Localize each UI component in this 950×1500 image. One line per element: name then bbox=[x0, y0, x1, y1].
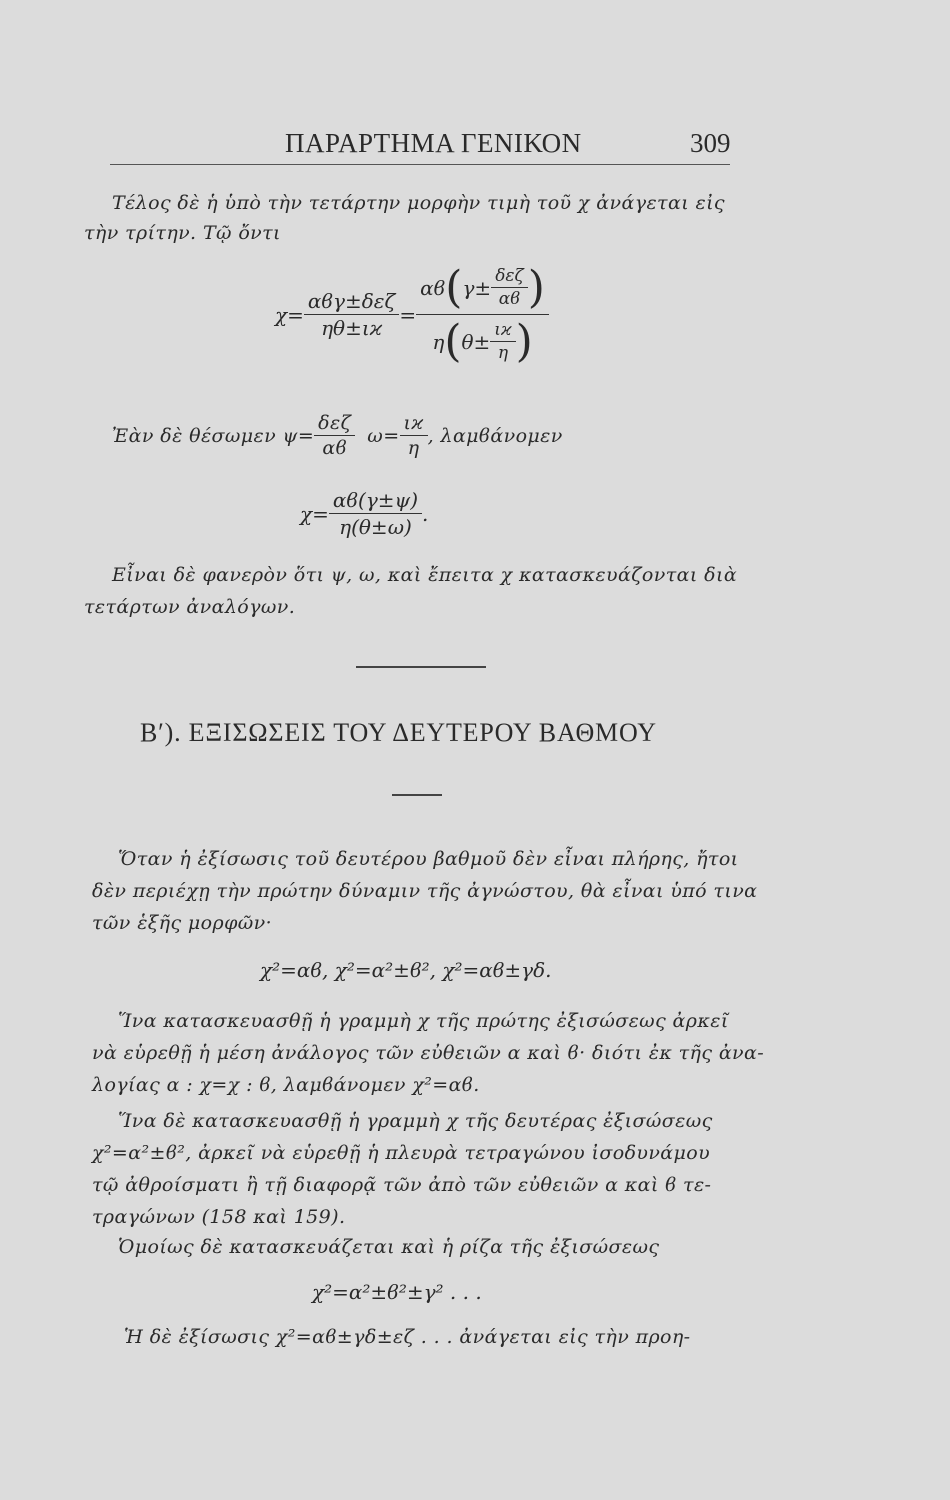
para5-line2: νὰ εὑρεθῇ ἡ μέση ἀνάλογος τῶν εὐθειῶν α καὶ ϐ· διότι ἐκ τῆς ἀνα- bbox=[92, 1042, 765, 1064]
eq1-f2n-inner-den: αϐ bbox=[498, 289, 521, 309]
eq1-f2d-inner-num: ιϰ bbox=[490, 320, 515, 342]
para6-line3: τῷ ἀθροίσματι ἢ τῇ διαφορᾷ τῶν ἀπὸ τῶν εὐθειῶν α καὶ ϐ τε- bbox=[92, 1174, 712, 1196]
eq2-lhs: χ= bbox=[300, 501, 329, 526]
eq1-f2n-in: γ± bbox=[462, 275, 492, 300]
para8-line1: Ἡ δὲ ἐξίσωσις χ²=αϐ±γδ±εζ . . . ἀνάγεται εἰς τὴν προη- bbox=[124, 1326, 691, 1348]
eq1-f2n-inner-num: δεζ bbox=[491, 266, 528, 288]
para3-line2: τετάρτων ἀναλόγων. bbox=[84, 596, 296, 618]
eq2-num: αϐ(γ±ψ) bbox=[329, 488, 422, 514]
para2 bbox=[112, 412, 563, 459]
equation-1 bbox=[275, 262, 549, 367]
eq1-f2n-pre: αϐ bbox=[420, 275, 446, 300]
para7-line1: Ὁμοίως δὲ κατασκευάζεται καὶ ἡ ρίζα τῆς ἐξισώσεως bbox=[118, 1236, 660, 1258]
para6-line1: Ἵνα δὲ κατασκευασθῇ ἡ γραμμὴ χ τῆς δευτέρας ἐξισώσεως bbox=[118, 1110, 713, 1132]
para4-line1: Ὅταν ἡ ἐξίσωσις τοῦ δευτέρου βαθμοῦ δὲν εἶναι πλήρης, ἤτοι bbox=[118, 848, 739, 870]
eq1-f2n-lparen: ( bbox=[445, 262, 463, 313]
running-header: ΠΑΡΑΡΤΗΜΑ ΓΕΝΙΚΟΝ bbox=[285, 128, 582, 158]
eq1-frac1-num: αϐγ±δεζ bbox=[304, 289, 399, 315]
para1-line1: Τέλος δὲ ἡ ὑπὸ τὴν τετάρτην μορφὴν τιμὴ τοῦ χ ἀνάγεται εἰς bbox=[112, 192, 725, 214]
eq1-equals: = bbox=[399, 302, 417, 327]
para5-line1: Ἵνα κατασκευασθῇ ἡ γραμμὴ χ τῆς πρώτης ἐξισώσεως ἀρκεῖ bbox=[118, 1010, 729, 1032]
eq1-f2n-rparen: ) bbox=[527, 262, 545, 313]
eq1-frac2-den bbox=[428, 315, 536, 367]
psi-den: αϐ bbox=[322, 437, 348, 459]
para3-line1: Εἶναι δὲ φανερὸν ὅτι ψ, ω, καὶ ἔπειτα χ κατασκευάζονται διὰ bbox=[112, 564, 738, 586]
eq2-den: η(θ±ω) bbox=[339, 515, 412, 539]
equation-2 bbox=[300, 488, 428, 539]
omega-num: ιϰ bbox=[400, 412, 428, 436]
para2-suffix: , λαμϐάνομεν bbox=[427, 424, 563, 447]
eq1-f2d-pre: η bbox=[432, 329, 445, 354]
psi-num: δεζ bbox=[314, 412, 355, 436]
eq1-f2d-lparen: ( bbox=[444, 316, 462, 367]
equation-4: χ²=α²±ϐ²±γ² . . . bbox=[312, 1280, 482, 1304]
separator-rule bbox=[356, 666, 486, 668]
section-rule bbox=[392, 794, 442, 796]
eq1-f2d-inner bbox=[490, 320, 515, 363]
section-title: Β′). ΕΞΙΣΩΣΕΙΣ ΤΟΥ ΔΕΥΤΕΡΟΥ ΒΑΘΜΟΥ bbox=[140, 718, 657, 747]
eq2-end: . bbox=[422, 501, 429, 526]
eq1-f2d-in: θ± bbox=[461, 329, 491, 354]
omega-lhs: ω= bbox=[367, 424, 400, 447]
equation-3: χ²=αϐ, χ²=α²±ϐ², χ²=αϐ±γδ. bbox=[260, 958, 552, 982]
omega-frac bbox=[400, 412, 428, 459]
psi-frac bbox=[314, 412, 355, 459]
page-number: 309 bbox=[690, 128, 731, 158]
omega-den: η bbox=[407, 437, 420, 459]
para4-line2: δὲν περιέχῃ τὴν πρώτην δύναμιν τῆς ἀγνώστου, θὰ εἶναι ὑπό τινα bbox=[92, 880, 758, 902]
para4-line3: τῶν ἑξῆς μορφῶν· bbox=[92, 912, 273, 934]
eq1-f2d-inner-den: η bbox=[497, 343, 509, 363]
para1-line2: τὴν τρίτην. Τῷ ὄντι bbox=[84, 222, 281, 244]
eq1-frac2 bbox=[416, 262, 549, 367]
para6-line4: τραγώνων (158 καὶ 159). bbox=[92, 1206, 346, 1228]
eq2-frac bbox=[329, 488, 422, 539]
eq1-frac1-den: ηθ±ιϰ bbox=[321, 316, 383, 340]
para5-line3: λογίας α : χ=χ : ϐ, λαμϐάνομεν χ²=αϐ. bbox=[92, 1074, 480, 1096]
header-rule bbox=[110, 164, 730, 165]
eq1-f2d-rparen: ) bbox=[515, 316, 533, 367]
para6-line2: χ²=α²±ϐ², ἀρκεῖ νὰ εὑρεθῇ ἡ πλευρὰ τετραγώνου ἰσοδυνάμου bbox=[92, 1142, 711, 1164]
eq1-frac1 bbox=[304, 289, 399, 340]
eq1-lhs: χ= bbox=[275, 302, 304, 327]
eq1-f2n-inner bbox=[491, 266, 528, 309]
eq1-frac2-num bbox=[416, 262, 549, 315]
para2-prefix: Ἐὰν δὲ θέσωμεν ψ= bbox=[112, 424, 315, 447]
